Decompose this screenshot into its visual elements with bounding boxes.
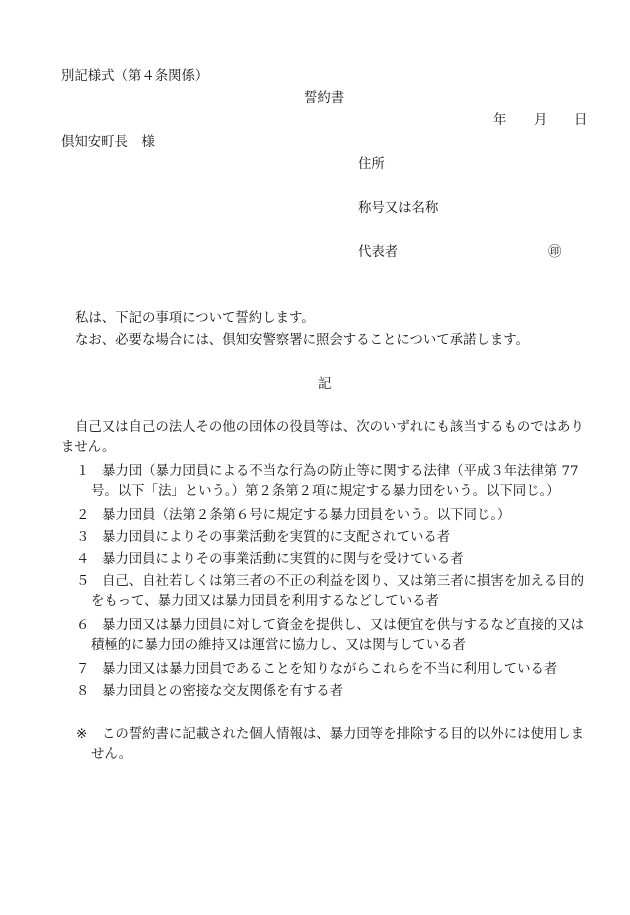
- date-day: 日: [574, 113, 588, 128]
- list-item: [76, 506, 591, 526]
- date-year: 年: [493, 113, 507, 128]
- item-number: ７: [76, 662, 90, 677]
- list-item: [76, 528, 591, 548]
- ki-heading: 記: [318, 377, 332, 392]
- item-text: 暴力団員によりその事業活動を実質的に支配されている者: [102, 530, 451, 545]
- item-text-cont: 号。以下「法」という。）第２条第２項に規定する暴力団をいう。以下同じ。）: [91, 484, 560, 499]
- representative-label: 代表者: [358, 245, 399, 260]
- form-label: 別記様式（第４条関係）: [61, 69, 209, 84]
- item-text-cont: をもって、暴力団又は暴力団員を利用するなどしている者: [91, 594, 439, 609]
- item-text: 暴力団又は暴力団員に対して資金を提供し、又は便宜を供与するなど直接的又は: [102, 618, 585, 633]
- list-item: [76, 616, 591, 656]
- item-number: ３: [76, 530, 90, 545]
- note-text-cont: せん。: [91, 747, 132, 762]
- consent-statement: なお、必要な場合には、倶知安警察署に照会することについて承諾します。: [75, 333, 529, 348]
- address-label: 住所: [358, 157, 385, 172]
- item-number: ５: [76, 574, 90, 589]
- item-number: ８: [76, 684, 90, 699]
- list-item: [76, 462, 591, 502]
- list-item: [76, 572, 591, 612]
- intro-line-1: 自己又は自己の法人その他の団体の役員等は、次のいずれにも該当するものではあり: [75, 420, 584, 435]
- note-mark: ※: [76, 727, 88, 742]
- intro-line-2: ません。: [61, 440, 116, 455]
- date-month: 月: [534, 113, 548, 128]
- item-number: ４: [76, 552, 90, 567]
- document-title: 誓約書: [304, 91, 345, 106]
- list-item: [76, 682, 591, 702]
- list-item: [76, 550, 591, 570]
- list-item: [76, 660, 591, 680]
- item-text: 暴力団（暴力団員による不当な行為の防止等に関する法律（平成３年法律第 77: [102, 464, 579, 479]
- item-number: １: [76, 464, 90, 479]
- addressee: 倶知安町長 様: [61, 135, 155, 150]
- item-text: 暴力団又は暴力団員であることを知りながらこれらを不当に利用している者: [102, 662, 558, 677]
- pledge-statement: 私は、下記の事項について誓約します。: [75, 311, 315, 326]
- item-text: 暴力団員によりその事業活動に実質的に関与を受けている者: [102, 552, 464, 567]
- item-text-cont: 積極的に暴力団の維持又は運営に協力し、又は関与している者: [91, 638, 466, 653]
- item-text: 自己、自社若しくは第三者の不正の利益を図り、又は第三者に損害を加える目的: [102, 574, 585, 589]
- note-text: この誓約書に記載された個人情報は、暴力団等を排除する目的以外には使用しま: [102, 727, 585, 742]
- item-text: 暴力団員との密接な交友関係を有する者: [102, 684, 344, 699]
- seal-mark: ㊞: [548, 245, 562, 260]
- privacy-note: [76, 725, 591, 765]
- item-text: 暴力団員（法第２条第６号に規定する暴力団員をいう。以下同じ。）: [102, 508, 511, 523]
- item-number: ２: [76, 508, 90, 523]
- trade-name-label: 称号又は名称: [358, 201, 439, 216]
- intro-paragraph: [61, 418, 591, 458]
- item-number: ６: [76, 618, 90, 633]
